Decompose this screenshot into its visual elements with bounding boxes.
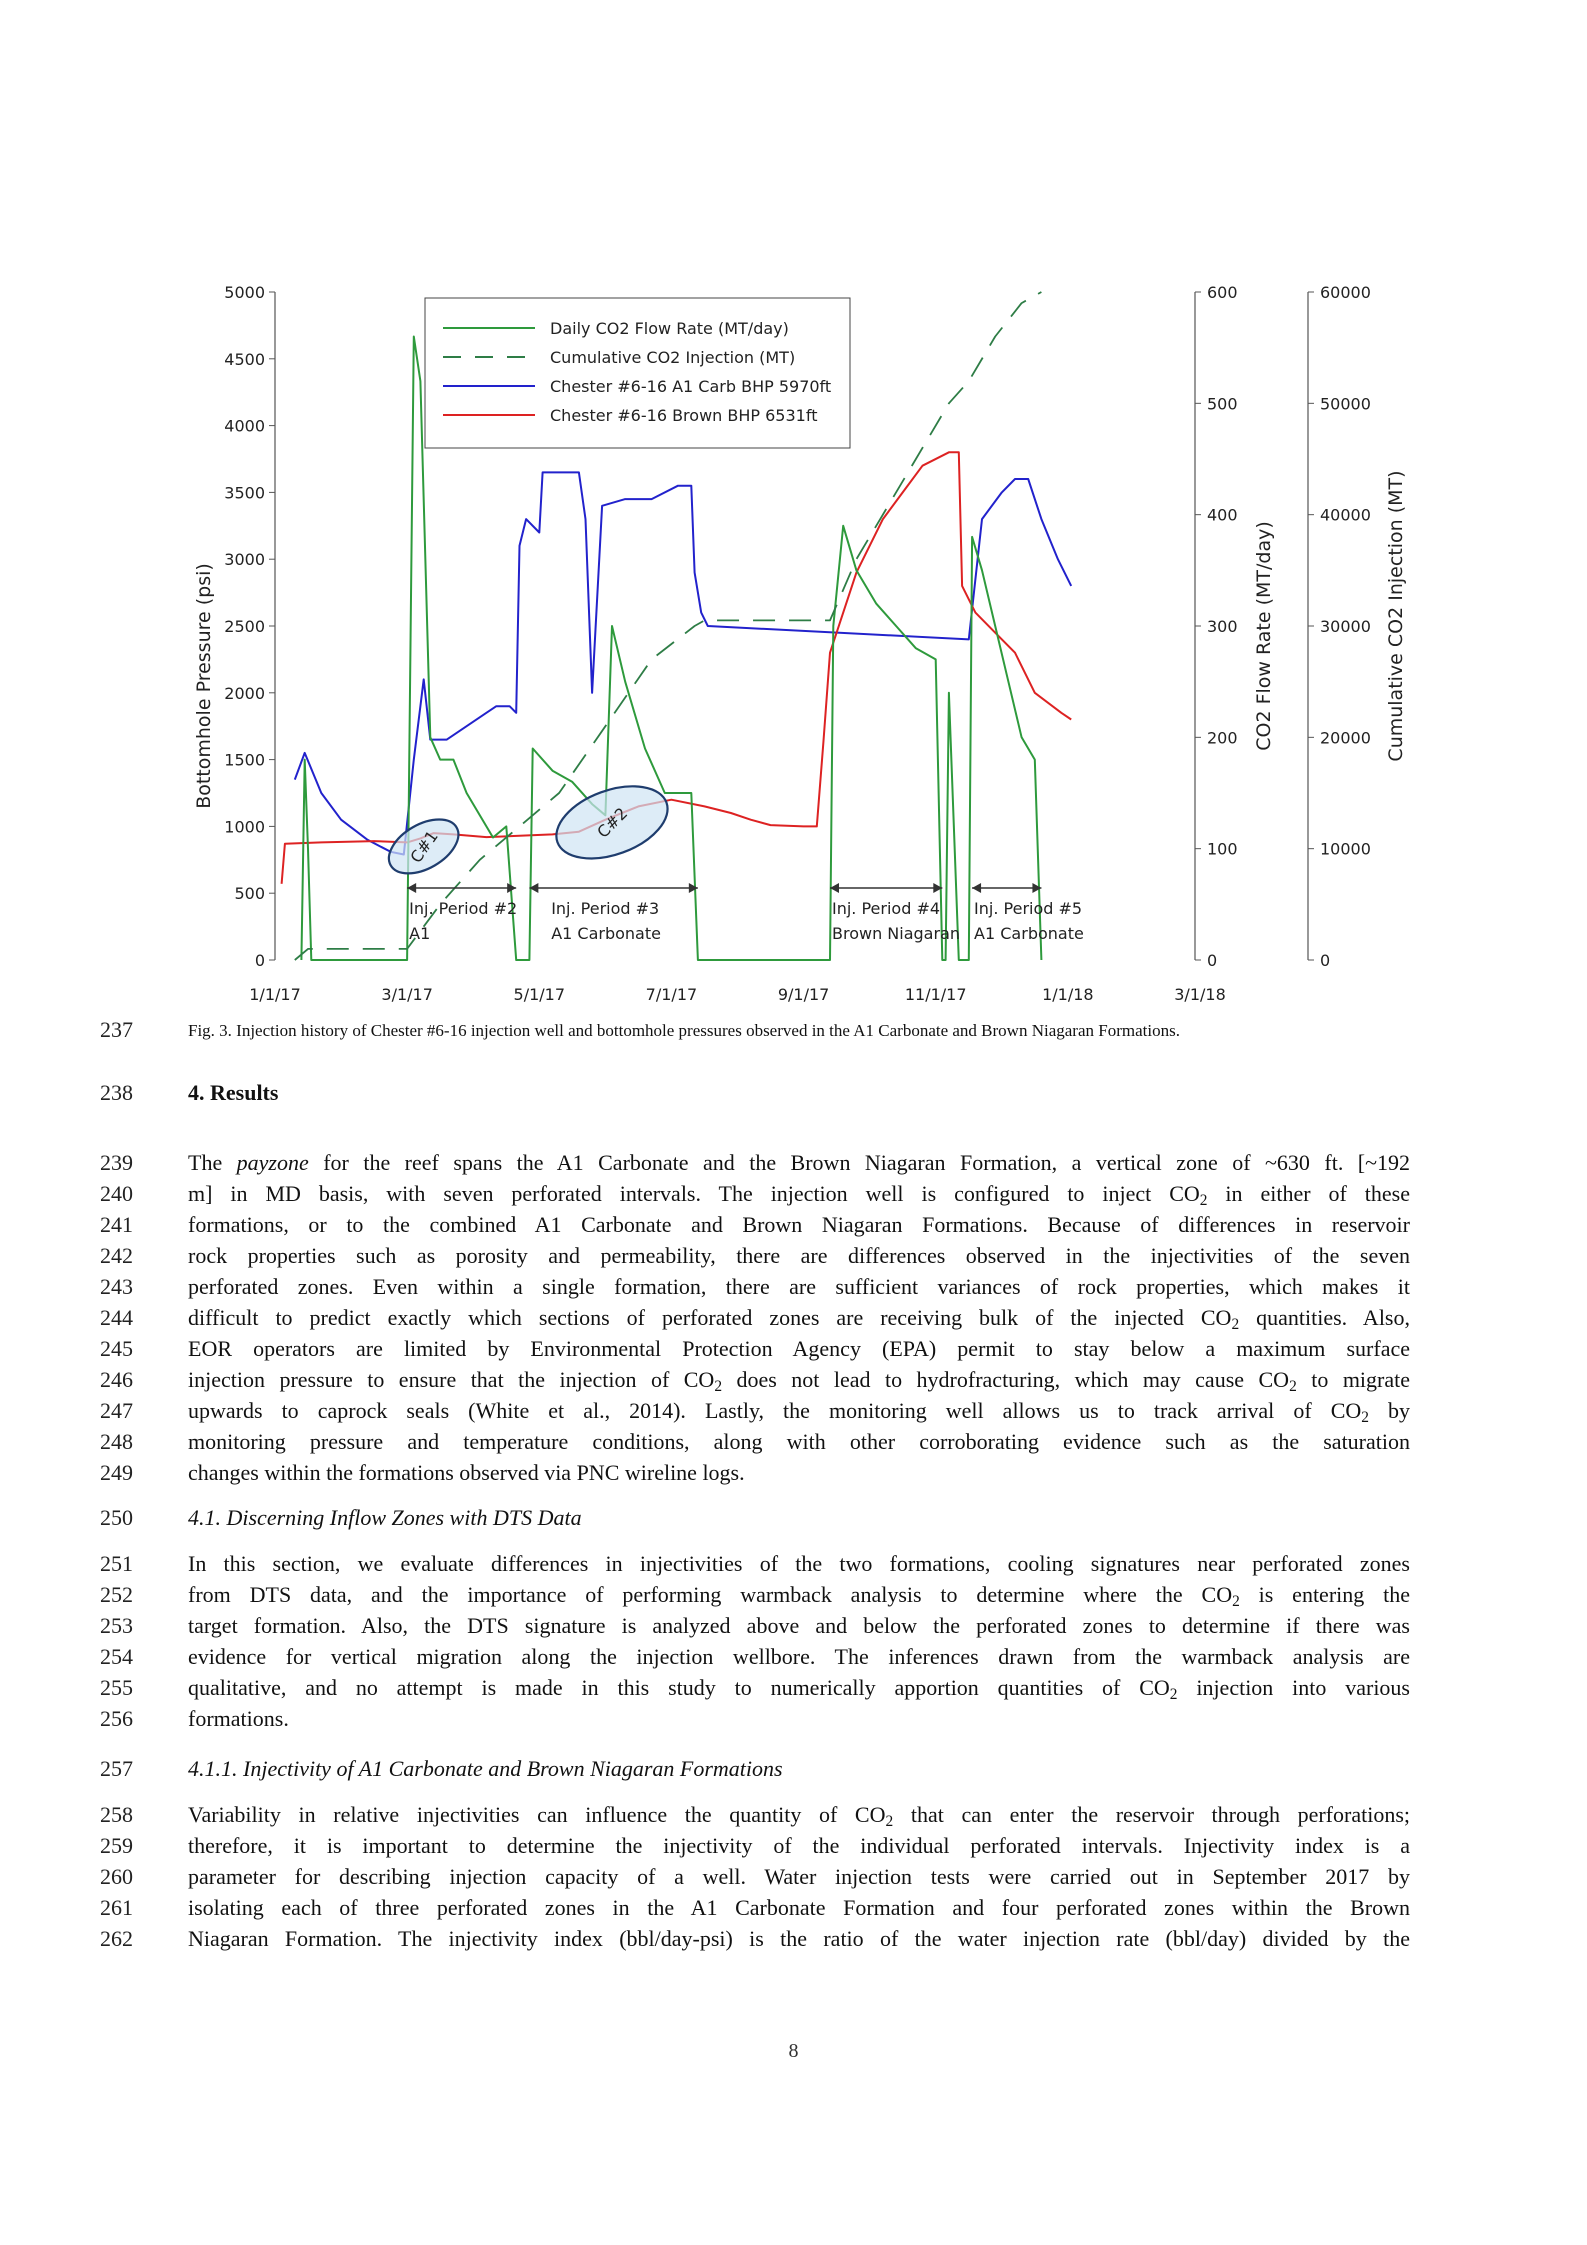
line-number: 239 <box>100 1150 133 1175</box>
text-run: does not lead to hydrofracturing, which may cause CO <box>722 1367 1290 1392</box>
body-line: isolating each of three perforated zones in the A1 Carbonate Formation and four perforated zones within the Brown <box>188 1895 1410 1920</box>
text-run: by <box>1368 1398 1411 1423</box>
figure-caption: Fig. 3. Injection history of Chester #6-16 injection well and bottomhole pressures observed in the A1 Carbonate and Brown Niagaran Formations. <box>188 1021 1180 1040</box>
body-line <box>188 1398 1410 1424</box>
line-number: 241 <box>100 1212 133 1237</box>
italic-term: payzone <box>236 1150 309 1175</box>
left-tick-label: 500 <box>234 884 265 904</box>
legend-label: Daily CO2 Flow Rate (MT/day) <box>550 319 789 338</box>
x-tick-label: 7/1/17 <box>645 985 698 1004</box>
line-number: 238 <box>100 1080 133 1105</box>
figure-3-chart <box>180 270 1440 1010</box>
text-run: quantities. Also, <box>1239 1305 1410 1330</box>
body-line: target formation. Also, the DTS signature is analyzed above and below the perforated zones to determine if there was <box>188 1613 1410 1638</box>
line-number: 244 <box>100 1305 133 1330</box>
line-number: 250 <box>100 1505 133 1530</box>
text-run: from DTS data, and the importance of performing warmback analysis to determine where the CO <box>188 1582 1233 1607</box>
y-right2-axis-label: Cumulative CO2 Injection (MT) <box>1385 470 1407 762</box>
line-number: 257 <box>100 1756 133 1781</box>
line-number: 251 <box>100 1551 133 1576</box>
body-line: rock properties such as porosity and permeability, there are differences observed in the injectivities of the seven <box>188 1243 1410 1268</box>
x-tick-label: 11/1/17 <box>904 985 967 1004</box>
line-number: 249 <box>100 1460 133 1485</box>
y-right1-axis-label: CO2 Flow Rate (MT/day) <box>1253 521 1275 751</box>
line-number: 243 <box>100 1274 133 1299</box>
text-run: m] in MD basis, with seven perforated intervals. The injection well is configured to inject CO <box>188 1181 1200 1206</box>
left-tick-label: 4000 <box>224 416 265 436</box>
right2-tick-label: 50000 <box>1320 394 1371 414</box>
left-tick-label: 2500 <box>224 617 265 636</box>
x-tick-label: 3/1/18 <box>1174 985 1226 1004</box>
line-number: 259 <box>100 1833 133 1858</box>
left-tick-label: 5000 <box>224 283 265 302</box>
text-run: that can enter the reservoir through perforations; <box>893 1802 1411 1827</box>
left-tick-label: 3500 <box>224 483 265 503</box>
line-number: 248 <box>100 1429 133 1454</box>
body-line <box>188 1582 1410 1608</box>
body-line: formations, or to the combined A1 Carbonate and Brown Niagaran Formations. Because of differences in reservoir <box>188 1212 1410 1237</box>
left-tick-label: 3000 <box>224 550 265 570</box>
text-run: Variability in relative injectivities can influence the quantity of CO <box>188 1802 886 1827</box>
right2-tick-label: 0 <box>1320 951 1331 970</box>
body-line <box>188 1675 1410 1701</box>
text-run: difficult to predict exactly which sections of perforated zones are receiving bulk of the injected CO <box>188 1305 1232 1330</box>
subscript: 2 <box>1231 1315 1240 1333</box>
legend-label: Chester #6-16 Brown BHP 6531ft <box>550 406 818 425</box>
chart-svg <box>180 270 1440 1010</box>
left-tick-label: 1500 <box>224 750 265 770</box>
body-line <box>188 1181 1410 1207</box>
y-left-axis-label: Bottomhole Pressure (psi) <box>193 563 215 809</box>
body-line <box>188 1367 1410 1393</box>
x-tick-label: 9/1/17 <box>777 985 830 1004</box>
body-line <box>188 1802 1410 1828</box>
text-run: injection pressure to ensure that the injection of CO <box>188 1367 715 1392</box>
line-number: 254 <box>100 1644 133 1669</box>
right1-tick-label: 400 <box>1207 505 1238 525</box>
annotation-ellipse-label: C#1 <box>406 827 442 867</box>
line-number: 261 <box>100 1895 133 1920</box>
legend-label: Cumulative CO2 Injection (MT) <box>550 348 796 367</box>
left-tick-label: 4500 <box>224 349 265 369</box>
left-tick-label: 1000 <box>224 817 265 837</box>
body-line: changes within the formations observed via PNC wireline logs. <box>188 1460 745 1485</box>
line-number: 258 <box>100 1802 133 1827</box>
period-label-line2: A1 <box>409 924 431 943</box>
right1-tick-label: 600 <box>1207 283 1238 302</box>
x-tick-label: 1/1/17 <box>249 985 301 1004</box>
line-number: 242 <box>100 1243 133 1268</box>
subscript: 2 <box>1232 1592 1240 1610</box>
right1-tick-label: 100 <box>1207 839 1238 859</box>
body-line: therefore, it is important to determine the injectivity of the individual perforated intervals. Injectivity index is a <box>188 1833 1410 1858</box>
period-label-line2: A1 Carbonate <box>974 924 1084 943</box>
period-arrowhead <box>689 883 698 893</box>
x-tick-label: 3/1/17 <box>381 985 433 1004</box>
period-label-line1: Inj. Period #2 <box>409 899 518 918</box>
period-label-line2: A1 Carbonate <box>551 924 661 943</box>
line-number: 262 <box>100 1926 133 1951</box>
subscript: 2 <box>885 1812 894 1830</box>
period-label-line1: Inj. Period #3 <box>551 899 660 918</box>
line-number: 255 <box>100 1675 133 1700</box>
text-run: injection into various <box>1177 1675 1410 1700</box>
line-number: 260 <box>100 1864 133 1889</box>
right1-tick-label: 500 <box>1207 394 1238 414</box>
body-line: perforated zones. Even within a single formation, there are sufficient variances of rock properties, which makes it <box>188 1274 1410 1299</box>
subsection-heading: 4.1. Discerning Inflow Zones with DTS Data <box>188 1505 582 1530</box>
subscript: 2 <box>1361 1408 1369 1426</box>
right1-tick-label: 200 <box>1207 728 1238 748</box>
period-label-line1: Inj. Period #5 <box>974 899 1083 918</box>
right2-tick-label: 10000 <box>1320 839 1371 859</box>
body-line: formations. <box>188 1706 289 1731</box>
page-number: 8 <box>788 2040 799 2062</box>
right1-tick-label: 0 <box>1207 951 1218 970</box>
right1-tick-label: 300 <box>1207 617 1238 636</box>
left-tick-label: 0 <box>254 951 265 970</box>
subscript: 2 <box>1169 1685 1178 1703</box>
body-line: monitoring pressure and temperature conditions, along with other corroborating evidence such as the saturation <box>188 1429 1410 1454</box>
subscript: 2 <box>1289 1377 1297 1395</box>
line-number: 256 <box>100 1706 133 1731</box>
text-run: for the reef spans the A1 Carbonate and the Brown Niagaran Formation, a vertical zone of ~630 ft. [~192 <box>308 1150 1411 1175</box>
subscript: 2 <box>1199 1191 1208 1209</box>
body-line <box>188 1305 1410 1331</box>
text-run: upwards to caprock seals (White et al., 2014). Lastly, the monitoring well allows us to track arrival of CO <box>188 1398 1362 1423</box>
body-line: Niagaran Formation. The injectivity index (bbl/day-psi) is the ratio of the water injection rate (bbl/day) divided by the <box>188 1926 1410 1951</box>
period-label-line2: Brown Niagaran <box>832 924 961 943</box>
text-run: is entering the <box>1239 1582 1410 1607</box>
text-run: The <box>188 1150 237 1175</box>
text-run: in either of these <box>1207 1181 1410 1206</box>
right2-tick-label: 40000 <box>1320 505 1371 525</box>
body-line: evidence for vertical migration along the injection wellbore. The inferences drawn from the warmback analysis are <box>188 1644 1410 1669</box>
right2-tick-label: 60000 <box>1320 283 1371 302</box>
x-tick-label: 5/1/17 <box>513 985 566 1004</box>
body-line: In this section, we evaluate differences in injectivities of the two formations, cooling signatures near perforated zones <box>188 1551 1410 1576</box>
line-number: 246 <box>100 1367 133 1392</box>
line-number: 252 <box>100 1582 133 1607</box>
line-number: 245 <box>100 1336 133 1361</box>
text-run: qualitative, and no attempt is made in this study to numerically apportion quantities of CO <box>188 1675 1170 1700</box>
body-line <box>188 1150 1410 1176</box>
right2-tick-label: 30000 <box>1320 617 1371 636</box>
line-number: 247 <box>100 1398 133 1423</box>
legend-label: Chester #6-16 A1 Carb BHP 5970ft <box>550 377 832 396</box>
x-tick-label: 1/1/18 <box>1042 985 1094 1004</box>
line-number: 237 <box>100 1017 133 1042</box>
text-run: to migrate <box>1296 1367 1411 1392</box>
left-tick-label: 2000 <box>224 683 265 703</box>
body-line: EOR operators are limited by Environmental Protection Agency (EPA) permit to stay below a maximum surface <box>188 1336 1410 1361</box>
subscript: 2 <box>714 1377 723 1395</box>
line-number: 253 <box>100 1613 133 1638</box>
period-arrowhead <box>972 883 981 893</box>
annotation-ellipse-label: C#2 <box>593 803 632 842</box>
subsection-heading: 4.1.1. Injectivity of A1 Carbonate and Brown Niagaran Formations <box>188 1756 783 1781</box>
line-number: 240 <box>100 1181 133 1206</box>
right2-tick-label: 20000 <box>1320 728 1371 748</box>
period-label-line1: Inj. Period #4 <box>832 899 941 918</box>
body-line: parameter for describing injection capacity of a well. Water injection tests were carried out in September 2017 by <box>188 1864 1410 1889</box>
section-heading: 4. Results <box>188 1080 279 1105</box>
